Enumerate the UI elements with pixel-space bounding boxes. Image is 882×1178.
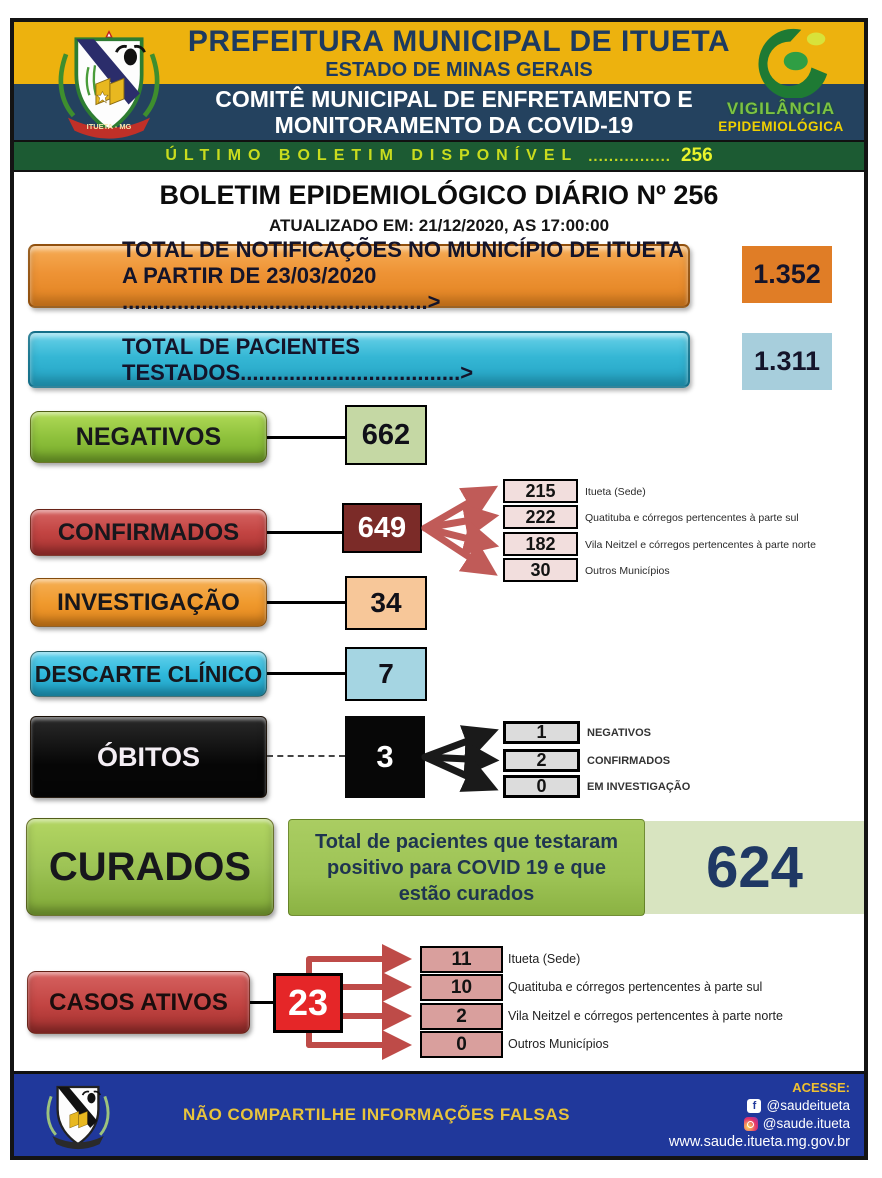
tested-value: 1.311 [742,333,832,390]
footer-coat-of-arms-icon [42,1080,114,1150]
instagram-icon [744,1117,758,1131]
footer-social [639,1079,864,1151]
negativos-button: NEGATIVOS [30,411,267,463]
casos-ativos-button: CASOS ATIVOS [27,971,250,1034]
vigilancia-subtitle: EPIDEMIOLÓGICA [718,119,844,134]
confirmados-fan-arrows-icon [417,477,505,582]
obitos-breakdown-label: EM INVESTIGAÇÃO [587,781,691,793]
obitos-value: 3 [345,716,425,798]
curados-description: Total de pacientes que testaram positivo para COVID 19 e que estão curados [288,819,645,916]
website-link[interactable]: www.saude.itueta.mg.gov.br [668,1134,850,1150]
confirmados-breakdown-value: 182 [503,532,578,556]
instagram-link[interactable] [639,1115,850,1133]
confirmados-breakdown-value: 215 [503,479,578,503]
obitos-breakdown-value: 0 [503,775,580,798]
footer-warning: NÃO COMPARTILHE INFORMAÇÕES FALSAS [183,1105,570,1124]
casos-ativos-value: 23 [273,973,343,1033]
last-bulletin-label: ÚLTIMO BOLETIM DISPONÍVEL [165,147,579,164]
last-bulletin-dots: ................ [588,147,671,165]
obitos-breakdown-value: 1 [503,721,580,744]
notifications-label-line1: TOTAL DE NOTIFICAÇÕES NO MUNICÍPIO DE ITUETA [122,237,684,262]
obitos-breakdown-label: NEGATIVOS [587,727,651,739]
confirmados-breakdown-label: Vila Neitzel e córregos pertencentes à parte norte [585,539,816,551]
casos-ativos-breakdown-label: Quatituba e córregos pertencentes à parte sul [508,980,763,994]
vigilancia-title: VIGILÂNCIA [726,99,836,118]
descarte-clinico-button: DESCARTE CLÍNICO [30,651,267,697]
confirmados-value: 649 [342,503,422,553]
casos-ativos-breakdown-value: 10 [420,974,503,1001]
municipality-title: PREFEITURA MUNICIPAL DE ITUETA [187,24,731,58]
curados-button: CURADOS [26,818,274,916]
bulletin-title: BOLETIM EPIDEMIOLÓGICO DIÁRIO Nº 256 [159,180,719,210]
casos-ativos-breakdown-label: Itueta (Sede) [508,952,581,966]
state-subtitle: ESTADO DE MINAS GERAIS [325,58,593,81]
notifications-value: 1.352 [742,246,832,303]
notifications-label-line2: A PARTIR DE 23/03/2020 ..................................................> [122,263,441,314]
descarte-clinico-value: 7 [345,647,427,701]
curados-value: 624 [706,835,803,900]
tested-bar [28,331,690,388]
negativos-value: 662 [345,405,427,465]
vigilancia-logo [706,26,856,134]
casos-ativos-breakdown-label: Outros Municípios [508,1037,609,1051]
confirmados-button: CONFIRMADOS [30,509,267,556]
notifications-bar [28,237,690,314]
vigilancia-swoosh-icon [725,26,837,98]
crest-motto-text: ITUETA - MG [86,121,132,131]
casos-ativos-breakdown-value: 2 [420,1003,503,1030]
coat-of-arms-icon [50,28,168,140]
curados-strip [645,821,864,914]
bulletin-frame [10,18,868,1160]
casos-ativos-breakdown-value: 11 [420,946,503,973]
access-label: ACESSE: [792,1080,850,1095]
last-bulletin-number: 256 [680,145,713,166]
casos-ativos-connector [250,1001,273,1004]
confirmados-breakdown-label: Outros Municípios [585,565,670,577]
facebook-handle: @saudeitueta [766,1098,850,1113]
investigacao-connector [267,601,345,604]
obitos-breakdown-label: CONFIRMADOS [587,755,671,767]
investigacao-button: INVESTIGAÇÃO [30,578,267,627]
confirmados-breakdown-value: 222 [503,505,578,529]
instagram-handle: @saude.itueta [762,1116,850,1131]
descarte-connector [267,672,345,675]
tested-label: TOTAL DE PACIENTES TESTADOS....................................> [122,333,474,385]
obitos-fan-arrows-icon [417,722,505,794]
negativos-connector [267,436,345,439]
committee-line2: MONITORAMENTO DA COVID-19 [274,112,634,138]
facebook-icon: f [747,1099,761,1113]
bulletin-updated: ATUALIZADO EM: 21/12/2020, AS 17:00:00 [268,216,610,235]
header [14,22,864,140]
obitos-connector [267,755,345,757]
confirmados-breakdown-value: 30 [503,558,578,582]
obitos-breakdown-value: 2 [503,749,580,772]
main-content [14,172,864,1071]
confirmados-breakdown-label: Quatituba e córregos pertencentes à parte sul [585,512,799,524]
footer [14,1071,864,1156]
investigacao-value: 34 [345,576,427,630]
facebook-link[interactable] [639,1097,850,1115]
obitos-button: ÓBITOS [30,716,267,798]
last-bulletin-strip [14,140,864,172]
confirmados-breakdown-label: Itueta (Sede) [585,486,646,498]
committee-line1: COMITÊ MUNICIPAL DE ENFRETAMENTO E [215,86,693,112]
casos-ativos-breakdown-value: 0 [420,1031,503,1058]
confirmados-connector [267,531,342,534]
casos-ativos-breakdown-label: Vila Neitzel e córregos pertencentes à parte norte [508,1009,783,1023]
